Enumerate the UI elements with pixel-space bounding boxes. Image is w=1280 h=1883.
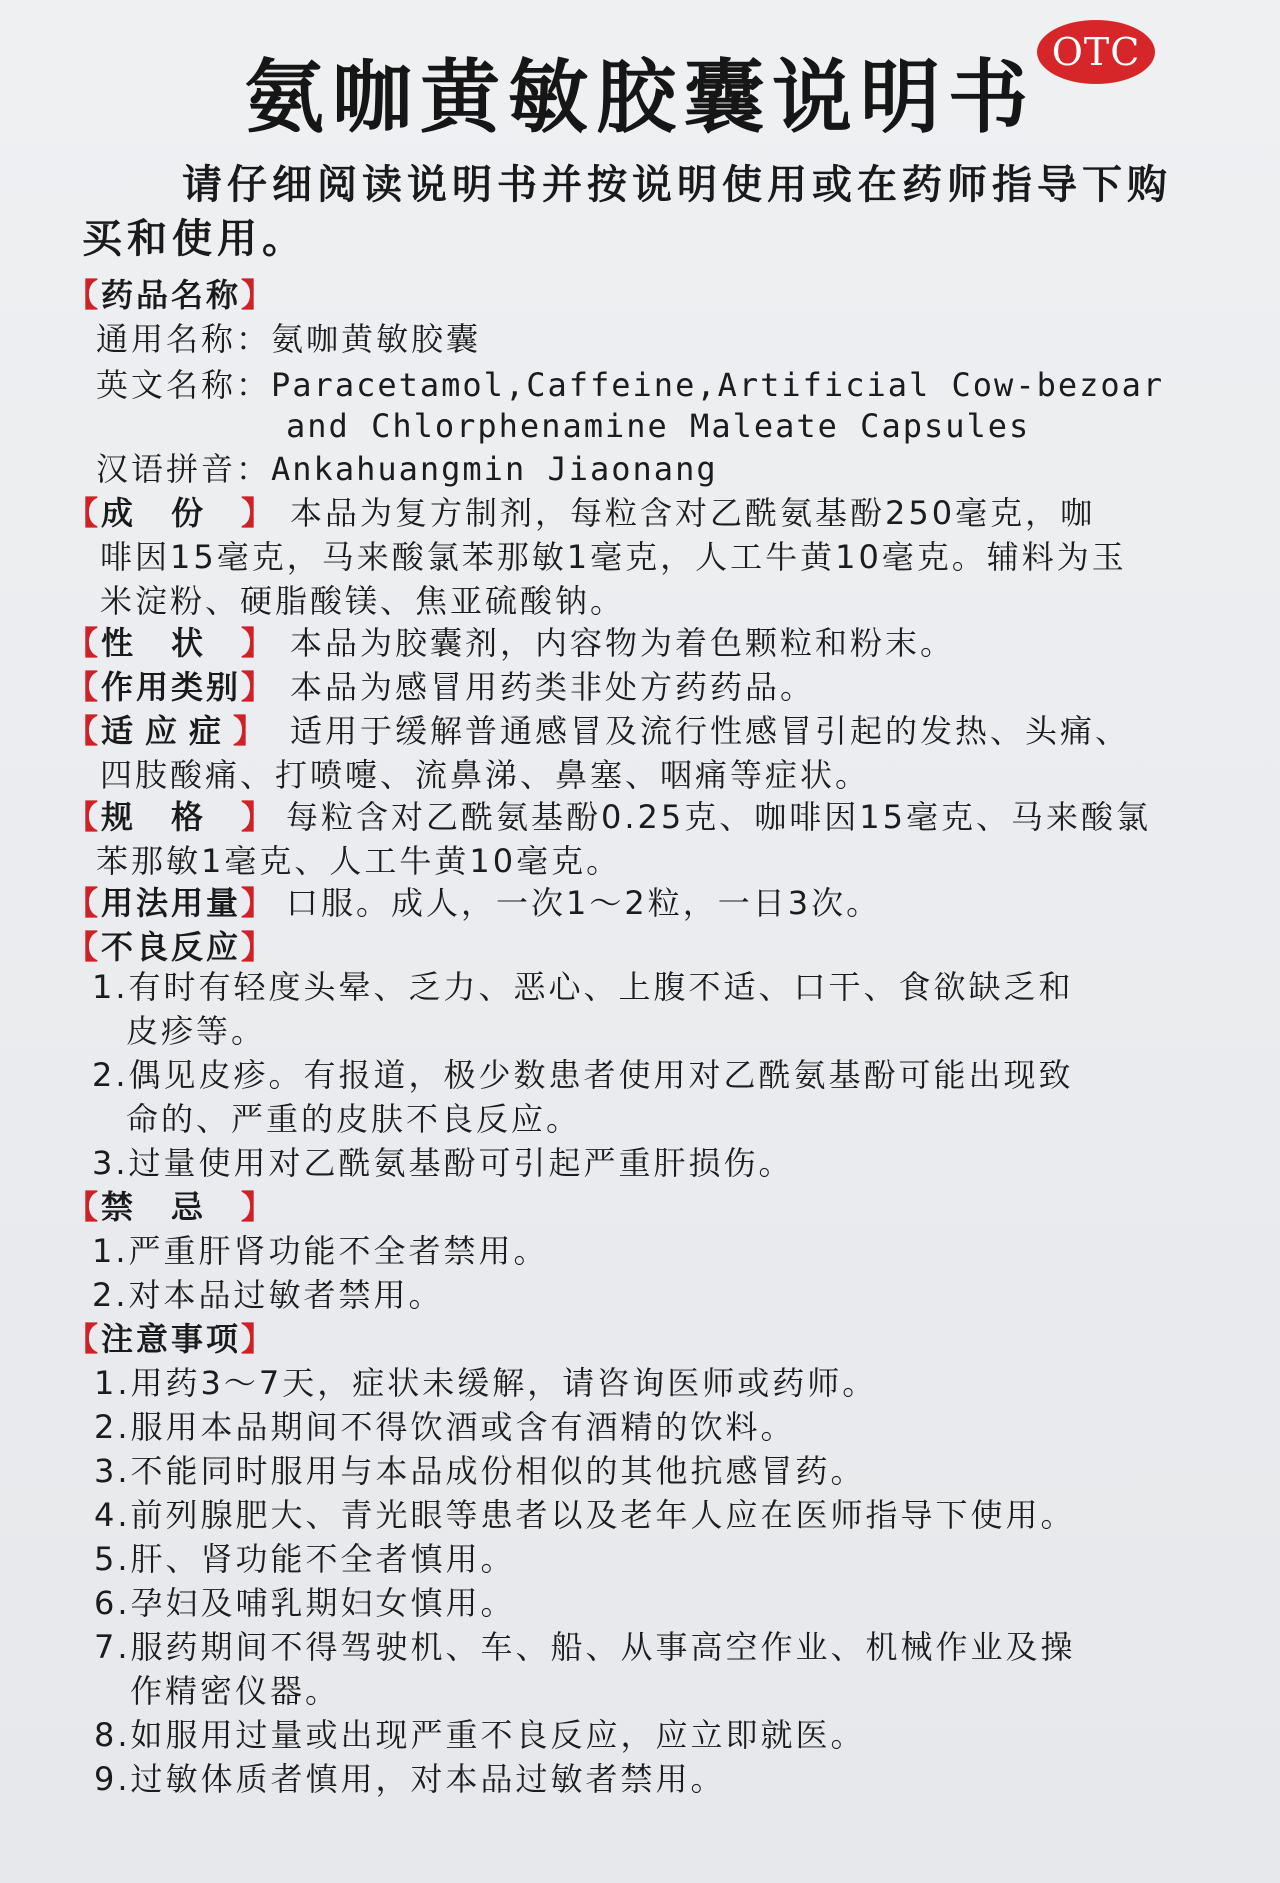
heading-text: 成份 [101, 494, 242, 532]
adverse-line: 皮疹等。 [126, 1012, 267, 1050]
english-name-label: 英文名称： [96, 366, 272, 404]
precaution-line: 9.过敏体质者慎用，对本品过敏者禁用。 [94, 1760, 726, 1798]
precaution-line: 2.服用本品期间不得饮酒或含有酒精的饮料。 [94, 1408, 796, 1446]
adverse-line: 2.偶见皮疹。有报道，极少数患者使用对乙酰氨基酚可能出现致 [92, 1056, 1074, 1094]
bracket-close: 】 [233, 712, 269, 750]
bracket-open: 【 [66, 276, 102, 314]
bracket-open: 【 [66, 624, 102, 662]
contra-line: 2.对本品过敏者禁用。 [92, 1276, 444, 1314]
dosage-line: 口服。成人，一次1～2粒，一日3次。 [286, 884, 882, 922]
precaution-line: 5.肝、肾功能不全者慎用。 [94, 1540, 516, 1578]
generic-name-row [96, 318, 481, 360]
spec-line: 苯那敏1毫克、人工牛黄10毫克。 [96, 842, 622, 880]
heading-text: 作用类别 [101, 668, 242, 706]
adverse-line: 命的、严重的皮肤不良反应。 [126, 1100, 582, 1138]
heading-text: 性状 [101, 624, 242, 662]
precaution-line: 4.前列腺肥大、青光眼等患者以及老年人应在医师指导下使用。 [94, 1496, 1076, 1534]
bracket-open: 【 [66, 1188, 102, 1226]
precaution-line: 7.服药期间不得驾驶机、车、船、从事高空作业、机械作业及操 [94, 1628, 1076, 1666]
precaution-line: 1.用药3～7天，症状未缓解，请咨询医师或药师。 [94, 1364, 878, 1402]
bracket-close: 】 [241, 276, 277, 314]
generic-name-label: 通用名称： [96, 320, 272, 358]
bracket-close: 】 [241, 624, 277, 662]
english-name-row [96, 364, 1164, 406]
heading-character [66, 622, 276, 664]
bracket-open: 【 [66, 668, 102, 706]
character-line: 本品为胶囊剂，内容物为着色颗粒和粉末。 [290, 624, 956, 662]
reading-notice: 请仔细阅读说明书并按说明使用或在药师指导下购买和使用。 [82, 162, 1172, 262]
heading-spec [66, 796, 276, 838]
adverse-line: 1.有时有轻度头晕、乏力、恶心、上腹不适、口干、食欲缺乏和 [92, 968, 1074, 1006]
bracket-open: 【 [66, 1320, 102, 1358]
spec-line: 每粒含对乙酰氨基酚0.25克、咖啡因15毫克、马来酸氯 [286, 798, 1151, 836]
composition-line: 啡因15毫克，马来酸氯苯那敏1毫克，人工牛黄10毫克。辅料为玉 [100, 538, 1127, 576]
heading-text: 注意事项 [101, 1320, 242, 1358]
heading-text: 适应症 [101, 712, 234, 750]
pinyin-row [96, 448, 718, 490]
bracket-close: 】 [241, 494, 277, 532]
otc-badge: OTC [1037, 20, 1155, 84]
bracket-close: 】 [241, 668, 277, 706]
heading-dosage [66, 882, 276, 924]
bracket-open: 【 [66, 798, 102, 836]
category-line: 本品为感冒用药类非处方药药品。 [290, 668, 816, 706]
adverse-line: 3.过量使用对乙酰氨基酚可引起严重肝损伤。 [92, 1144, 794, 1182]
english-name-value-line1: Paracetamol,Caffeine,Artificial Cow-bezoar [271, 366, 1165, 404]
generic-name-value: 氨咖黄敏胶囊 [271, 320, 482, 358]
indication-line: 四肢酸痛、打喷嚏、流鼻涕、鼻塞、咽痛等症状。 [100, 756, 871, 794]
heading-text: 不良反应 [101, 928, 242, 966]
heading-precautions [66, 1318, 276, 1360]
precaution-line: 6.孕妇及哺乳期妇女慎用。 [94, 1584, 516, 1622]
heading-text: 禁忌 [101, 1188, 242, 1226]
indication-line: 适用于缓解普通感冒及流行性感冒引起的发热、头痛、 [290, 712, 1131, 750]
heading-composition [66, 492, 276, 534]
composition-line: 米淀粉、硬脂酸镁、焦亚硫酸钠。 [100, 582, 626, 620]
precaution-line: 8.如服用过量或出现严重不良反应，应立即就医。 [94, 1716, 866, 1754]
bracket-close: 】 [241, 1188, 277, 1226]
precaution-line: 作精密仪器。 [130, 1672, 341, 1710]
bracket-open: 【 [66, 928, 102, 966]
heading-indication [66, 710, 268, 752]
bracket-open: 【 [66, 884, 102, 922]
heading-text: 用法用量 [101, 884, 242, 922]
heading-category [66, 666, 276, 708]
english-name-value-line2: and Chlorphenamine Maleate Capsules [286, 407, 1031, 445]
heading-text: 规格 [101, 798, 242, 836]
heading-adverse [66, 926, 276, 968]
bracket-close: 】 [241, 928, 277, 966]
bracket-close: 】 [241, 884, 277, 922]
heading-text: 药品名称 [101, 276, 242, 314]
bracket-open: 【 [66, 494, 102, 532]
leaflet-title: 氨咖黄敏胶囊说明书 [244, 51, 1036, 144]
heading-contraindication [66, 1186, 276, 1228]
bracket-open: 【 [66, 712, 102, 750]
bracket-close: 】 [241, 1320, 277, 1358]
composition-line: 本品为复方制剂，每粒含对乙酰氨基酚250毫克，咖 [290, 494, 1096, 532]
pinyin-value: Ankahuangmin Jiaonang [271, 450, 718, 488]
precaution-line: 3.不能同时服用与本品成份相似的其他抗感冒药。 [94, 1452, 866, 1490]
contra-line: 1.严重肝肾功能不全者禁用。 [92, 1232, 549, 1270]
heading-drug-name [66, 274, 276, 316]
pinyin-label: 汉语拼音： [96, 450, 272, 488]
bracket-close: 】 [241, 798, 277, 836]
